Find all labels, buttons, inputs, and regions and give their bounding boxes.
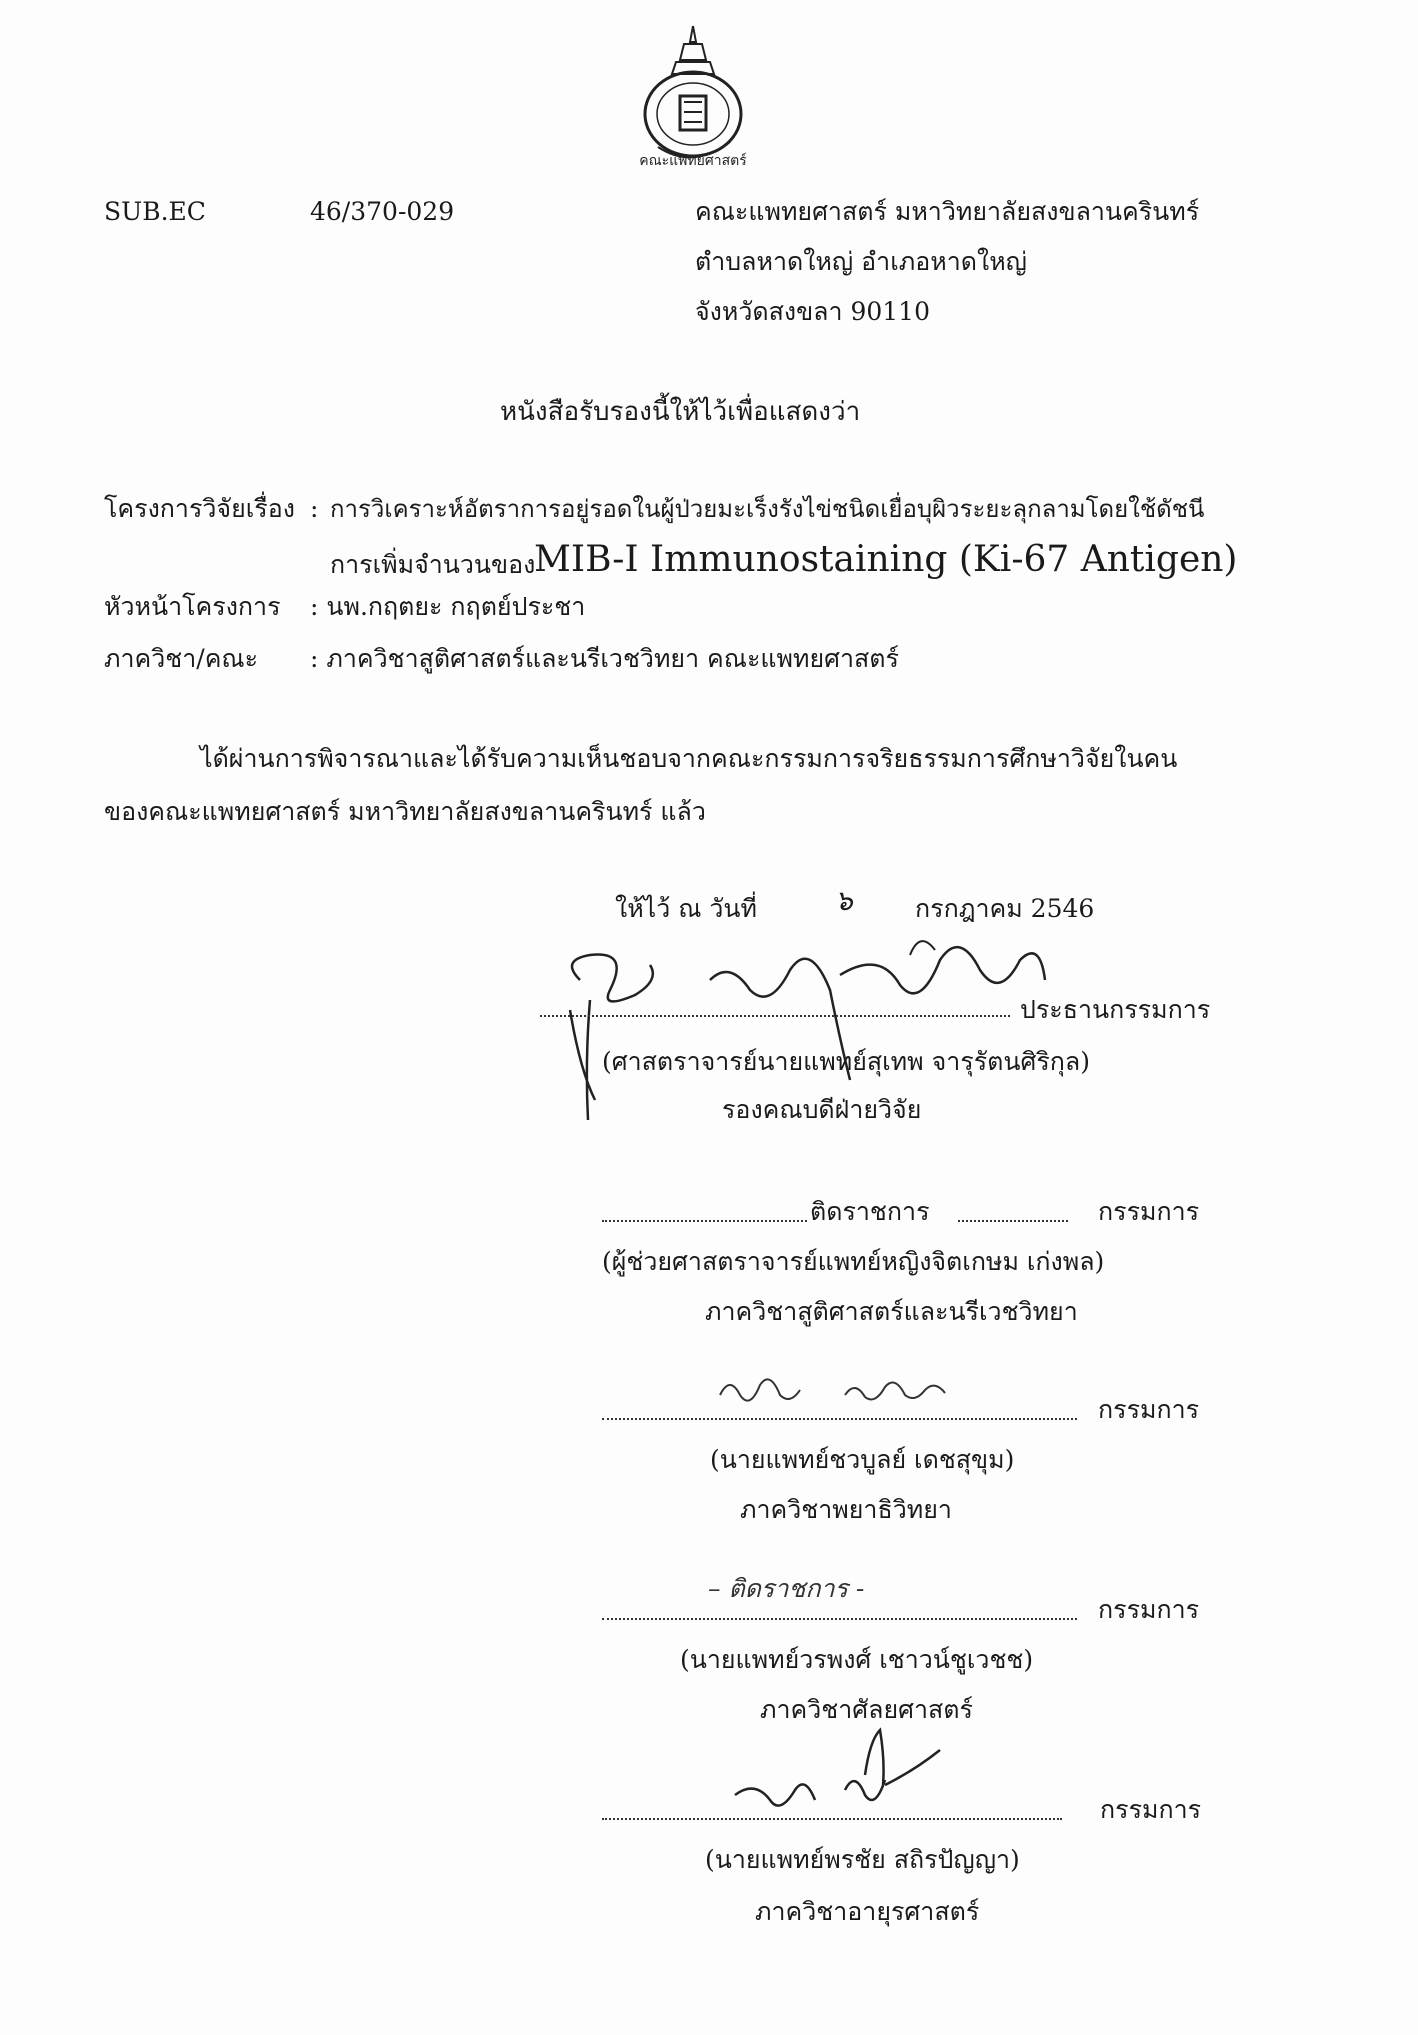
signatory-3-position: ภาควิชาพยาธิวิทยา: [740, 1495, 952, 1524]
signatory-5-position: ภาควิชาอายุรศาสตร์: [755, 1897, 980, 1926]
reference-prefix: SUB.EC: [104, 197, 206, 226]
signature-line-4: [602, 1618, 1077, 1620]
signatory-4-position: ภาควิชาศัลยศาสตร์: [760, 1695, 973, 1724]
signatory-4-name: (นายแพทย์วรพงศ์ เชาวน์ชูเวชช): [680, 1645, 1034, 1674]
date-month-year: กรกฎาคม 2546: [915, 894, 1095, 923]
signatory-5-role: กรรมการ: [1100, 1795, 1202, 1824]
signature-line-2a: [602, 1220, 807, 1222]
department-value: : ภาควิชาสูติศาสตร์และนรีเวชวิทยา คณะแพทยศาสตร์: [310, 644, 899, 673]
signatory-5-name: (นายแพทย์พรชัย สถิรปัญญา): [705, 1845, 1020, 1874]
signatory-3-name: (นายแพทย์ชวบูลย์ เดชสุขุม): [710, 1445, 1015, 1474]
department-label: ภาควิชา/คณะ: [104, 644, 259, 673]
date-prefix: ให้ไว้ ณ วันที่: [615, 894, 757, 923]
project-colon: :: [310, 494, 319, 523]
project-head-label: หัวหน้าโครงการ: [104, 592, 281, 621]
signatory-2-name: (ผู้ช่วยศาสตราจารย์แพทย์หญิงจิตเกษม เก่งพล): [602, 1247, 1105, 1276]
signatory-4-role: กรรมการ: [1098, 1595, 1200, 1624]
project-title-line-2-prefix: การเพิ่มจำนวนของ: [330, 550, 536, 579]
signatory-2-position: ภาควิชาสูติศาสตร์และนรีเวชวิทยา: [705, 1297, 1078, 1326]
signatory-1-role: ประธานกรรมการ: [1020, 995, 1211, 1024]
reference-number: 46/370-029: [310, 197, 455, 226]
signature-line-1: [540, 1015, 1010, 1017]
date-day: ๖: [835, 884, 853, 917]
signatory-1-position: รองคณบดีฝ่ายวิจัย: [722, 1095, 922, 1124]
project-label: โครงการวิจัยเรื่อง: [104, 494, 295, 523]
signature-line-3: [602, 1418, 1077, 1420]
signature-line-5: [602, 1818, 1062, 1820]
signatory-2-note: ติดราชการ: [810, 1197, 930, 1226]
address-line-2: ตำบลหาดใหญ่ อำเภอหาดใหญ่: [695, 247, 1027, 276]
seal-text: คณะแพทยศาสตร์: [639, 153, 747, 169]
signatory-4-handwritten-note: – ติดราชการ -: [708, 1574, 865, 1603]
signatory-3-role: กรรมการ: [1098, 1395, 1200, 1424]
signatory-1-name: (ศาสตราจารย์นายแพทย์สุเทพ จารุรัตนศิริกุล): [602, 1047, 1090, 1076]
signatory-3-signature: [715, 1365, 1015, 1415]
body-line-2: ของคณะแพทยศาสตร์ มหาวิทยาลัยสงขลานครินทร์ แล้ว: [104, 797, 706, 826]
project-title-line-1: การวิเคราะห์อัตราการอยู่รอดในผู้ป่วยมะเร็งรังไข่ชนิดเยื่อบุผิวระยะลุกลามโดยใช้ดัชนี: [330, 495, 1205, 523]
faculty-seal-icon: [618, 22, 768, 172]
signatory-2-role: กรรมการ: [1098, 1197, 1200, 1226]
signatory-5-signature: [715, 1720, 965, 1830]
body-line-1: ได้ผ่านการพิจารณาและได้รับความเห็นชอบจากคณะกรรมการจริยธรรมการศึกษาวิจัยในคน: [200, 744, 1178, 773]
project-title-line-2-english: MIB-I Immunostaining (Ki-67 Antigen): [534, 539, 1238, 580]
address-line-3: จังหวัดสงขลา 90110: [695, 297, 930, 326]
project-head-value: : นพ.กฤตยะ กฤตย์ประชา: [310, 592, 586, 621]
certificate-title: หนังสือรับรองนี้ให้ไว้เพื่อแสดงว่า: [500, 397, 861, 427]
address-line-1: คณะแพทยศาสตร์ มหาวิทยาลัยสงขลานครินทร์: [695, 197, 1200, 226]
signature-line-2b: [958, 1220, 1068, 1222]
